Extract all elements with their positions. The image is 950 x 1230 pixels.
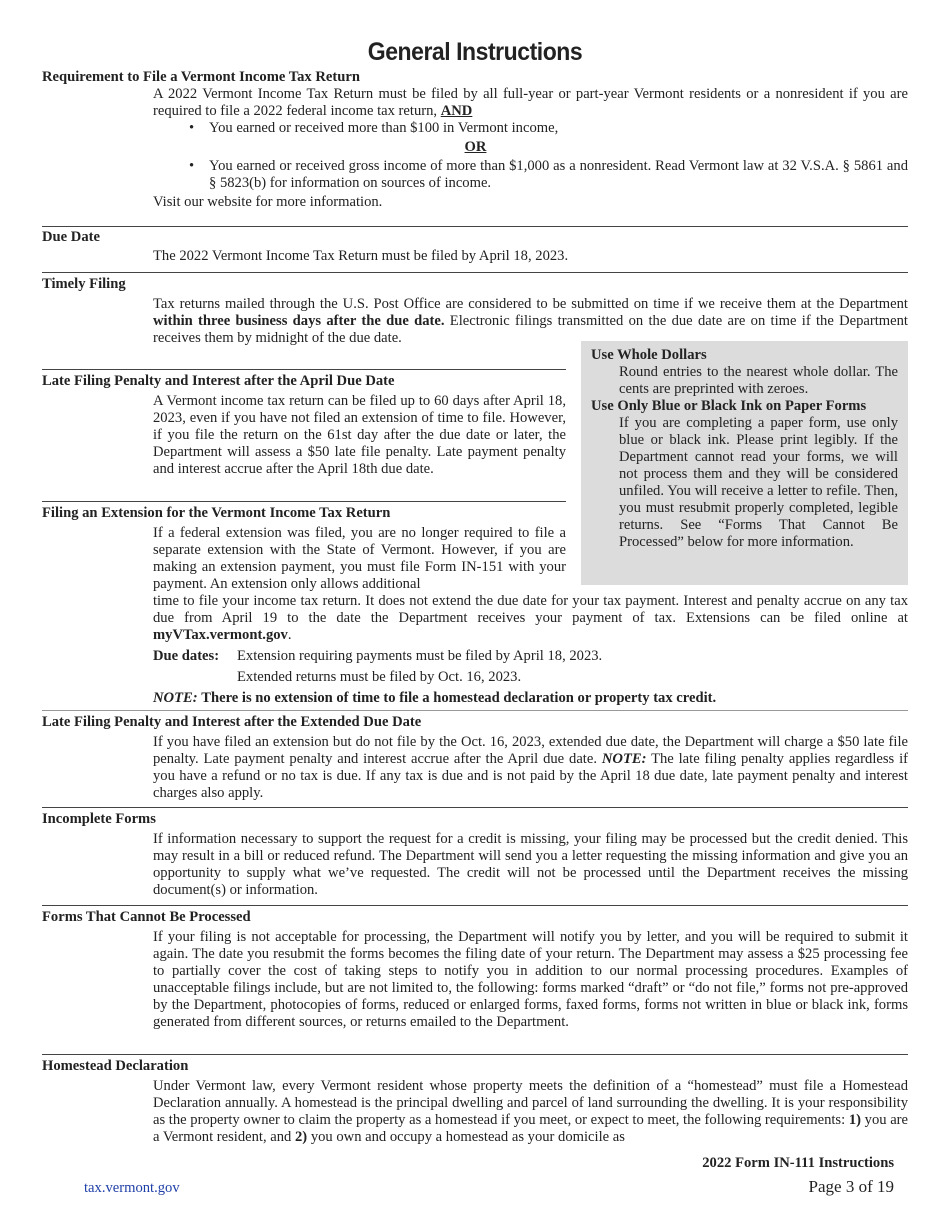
section-requirement: [42, 69, 908, 211]
section-heading: Late Filing Penalty and Interest after the Extended Due Date: [42, 714, 422, 730]
list-item: • You earned or received more than $100 in Vermont income,: [153, 120, 908, 137]
cannot-process-text: If your filing is not acceptable for processing, the Department will notify you by letter, and you will be required to submit it again. The date you resubmit the forms becomes the filing date of your return. The Department may assess a $25 processing fee to partially cover the cost of taking steps to notify you in addition to our normal processing procedures. Examples of unacceptable filings include, but are not limited to, the following: forms marked “draft” or “do not file,” forms not pre-approved by the Department, photocopies of forms, reduced or enlarged forms, faxed forms, forms not written in blue or black ink, forms generated from different sources, or returns emailed to the Department.: [153, 929, 908, 1030]
section-extension: [42, 505, 908, 707]
sidebar-heading: Use Whole Dollars: [591, 347, 707, 363]
section-heading: Forms That Cannot Be Processed: [42, 909, 251, 925]
section-due-date: [42, 229, 908, 265]
section-heading: Homestead Declaration: [42, 1058, 189, 1074]
section-late-april: [42, 373, 566, 478]
due-date-item: Extension requiring payments must be filed by April 18, 2023.: [237, 648, 603, 664]
divider: [42, 501, 566, 502]
section-timely-filing: [42, 276, 908, 347]
section-heading: Due Date: [42, 229, 100, 245]
section-incomplete-forms: [42, 811, 908, 899]
divider: [42, 905, 908, 906]
or-label: OR: [464, 139, 487, 155]
due-date-text: The 2022 Vermont Income Tax Return must be filed by April 18, 2023.: [153, 248, 569, 264]
due-dates-label: Due dates:: [153, 648, 220, 664]
incomplete-text: If information necessary to support the request for a credit is missing, your filing may be processed but the credit denied. This may result in a bill or reduced refund. The Department will send you a letter requesting the missing information and give you an opportunity to supply what we’ve requested. The credit will not be processed until the Department receives the missing document(s) or information.: [153, 831, 908, 898]
section-heading: Timely Filing: [42, 276, 126, 292]
section-heading: Filing an Extension for the Vermont Income Tax Return: [42, 505, 391, 521]
sidebar-text: If you are completing a paper form, use only blue or black ink. Please print legibly. If the Department cannot read your forms, we will not process them and they will be considered unfiled. You will receive a letter to refile. Then, you must resubmit properly completed, legible returns. See “Forms That Cannot Be Processed” below for more information.: [619, 415, 898, 550]
due-dates: [153, 648, 908, 686]
divider: [42, 710, 908, 711]
late-april-text: A Vermont income tax return can be filed up to 60 days after April 18, 2023, even if you have not filed an extension of time to file. However, if you file the return on the 61st day after the due date or later, the Department will assess a $50 late file penalty. Late payment penalty and interest accrue after the April 18th due date.: [153, 393, 566, 477]
divider: [42, 272, 908, 273]
page-title: General Instructions: [367, 38, 583, 66]
homestead-text: Under Vermont law, every Vermont resident whose property meets the definition of a “homestead” must file a Homestead Declaration annually. A homestead is the principal dwelling and parcel of land surrounding the dwelling. It is your responsibility as the property owner to claim the property as a homestead if you meet, or expect to meet, the following requirements: 1) you are a Vermont resident, and 2) you own and occupy a homestead as your domicile as: [153, 1078, 909, 1145]
divider: [42, 369, 566, 370]
sidebar-text: Round entries to the nearest whole dollar. The cents are preprinted with zeroes.: [619, 364, 898, 397]
section-cannot-process: [42, 909, 908, 1031]
extension-note: NOTE: There is no extension of time to file a homestead declaration or property tax credit.: [153, 690, 717, 706]
section-late-extended: [42, 714, 908, 802]
section-heading: Late Filing Penalty and Interest after the April Due Date: [42, 373, 395, 389]
list-item: • You earned or received gross income of more than $1,000 as a nonresident. Read Vermont law at 32 V.S.A. § 5861 and § 5823(b) for information on sources of income.: [153, 158, 908, 192]
extension-text-a: If a federal extension was filed, you are no longer required to file a separate extension with the State of Vermont. However, if you are making an extension payment, you must file Form IN-151 with your payment. An extension only allows additional: [153, 525, 566, 592]
footer-page-number: Page 3 of 19: [808, 1177, 894, 1196]
due-date-item: Extended returns must be filed by Oct. 16, 2023.: [237, 669, 522, 685]
requirement-intro: A 2022 Vermont Income Tax Return must be filed by all full-year or part-year Vermont residents or a nonresident if you are required to file a 2022 federal income tax return, AND: [153, 86, 908, 119]
extension-text-b: time to file your income tax return. It does not extend the due date for your tax payment. Interest and penalty accrue on any tax due from April 19 to the date the Department receives your payment of tax. Extensions can be filed online at myVTax.vermont.gov.: [153, 593, 908, 643]
divider: [42, 226, 908, 227]
footer-form-title: 2022 Form IN-111 Instructions: [702, 1155, 894, 1171]
footer-website-link[interactable]: tax.vermont.gov: [84, 1180, 180, 1196]
section-homestead: [42, 1058, 908, 1146]
divider: [42, 1054, 908, 1055]
visit-website-text: Visit our website for more information.: [153, 194, 383, 210]
divider: [42, 807, 908, 808]
sidebar-heading: Use Only Blue or Black Ink on Paper Forms: [591, 398, 867, 414]
mytax-link[interactable]: myVTax.vermont.gov: [153, 627, 288, 643]
timely-text: Tax returns mailed through the U.S. Post Office are considered to be submitted on time if we receive them at the Department within three business days after the due date. Electronic filings transmitted on the due date are on time if the Department receives them by midnight of the due date.: [153, 296, 908, 346]
late-extended-text: If you have filed an extension but do not file by the Oct. 16, 2023, extended due date, the Department will charge a $50 late file penalty. Late payment penalty and interest accrue after the April due date. NOTE: The late filing penalty applies regardless if you have a refund or no tax is due. If any tax is due and is not paid by the April 18 due date, late payment penalty and interest charges also apply.: [153, 734, 908, 801]
section-heading: Incomplete Forms: [42, 811, 156, 827]
section-heading: Requirement to File a Vermont Income Tax Return: [42, 69, 360, 85]
